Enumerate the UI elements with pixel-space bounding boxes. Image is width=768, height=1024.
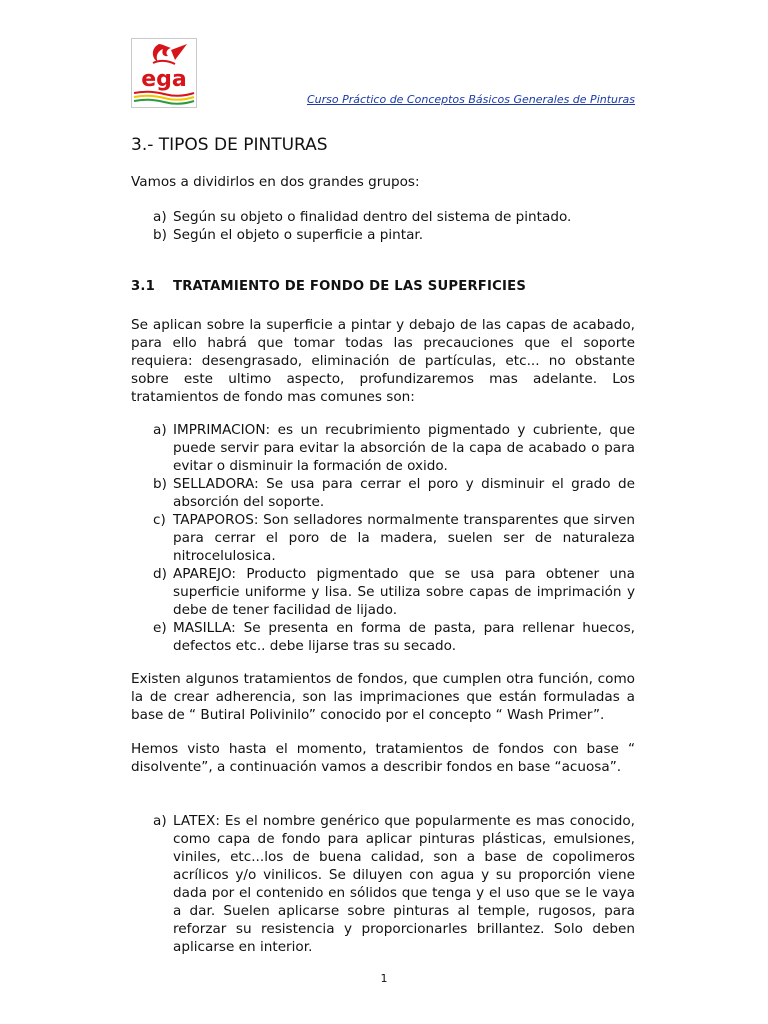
list-item: b) SELLADORA: Se usa para cerrar el poro y disminuir el grado de absorción del soporte. xyxy=(153,476,635,510)
list-item: c) TAPAPOROS: Son selladores normalmente transparentes que sirven para cerrar el poro de la madera, suelen ser de naturaleza nitrocelulosica. xyxy=(153,512,635,564)
intro-text: Vamos a dividirlos en dos grandes grupos: xyxy=(131,174,420,190)
subsection-title: TRATAMIENTO DE FONDO DE LAS SUPERFICIES xyxy=(173,279,527,294)
list-item: d) APAREJO: Producto pigmentado que se usa para obtener una superficie uniforme y lisa. Se utiliza sobre capas de imprimación y debe de tener facilidad de lijado. xyxy=(153,566,635,618)
list-item: e) MASILLA: Se presenta en forma de pasta, para rellenar huecos, defectos etc.. debe lijarse tras su secado. xyxy=(153,620,635,654)
treatments-list xyxy=(131,421,635,655)
list-item: b) Según el objeto o superficie a pintar. xyxy=(153,227,424,243)
page-number: 1 xyxy=(380,972,388,985)
list-item: a) IMPRIMACION: es un recubrimiento pigmentado y cubriente, que puede servir para evitar la absorción de la capa de acabado o para evitar o disminuir la formación de oxido. xyxy=(153,422,635,474)
water-based-list xyxy=(131,812,635,956)
svg-text:ega: ega xyxy=(141,67,187,92)
ega-logo xyxy=(131,38,197,108)
section-title: 3.- TIPOS DE PINTURAS xyxy=(131,135,328,155)
paragraph-adherence: Existen algunos tratamientos de fondos, que cumplen otra función, como la de crear adherencia, son las imprimaciones que están formuladas a base de “ Butiral Polivinilo” conocido por el concepto “ Wash Primer”. xyxy=(131,671,635,723)
paragraph-treatment-intro: Se aplican sobre la superficie a pintar y debajo de las capas de acabado, para ello habrá que tomar todas las precauciones que el soporte requiera: desengrasado, eliminación de partículas, etc... no obstante sobre este ultimo aspecto, profundizaremos mas adelante. Los tratamientos de fondo mas comunes son: xyxy=(131,317,635,405)
subsection-number: 3.1 xyxy=(131,279,155,294)
list-item: a) Según su objeto o finalidad dentro del sistema de pintado. xyxy=(153,209,572,225)
course-header-title: Curso Práctico de Conceptos Básicos Generales de Pinturas xyxy=(306,93,635,106)
subsection-heading xyxy=(131,279,635,294)
paragraph-water-based-intro: Hemos visto hasta el momento, tratamientos de fondos con base “ disolvente”, a continuación vamos a describir fondos en base “acuosa”. xyxy=(131,741,635,775)
groups-list xyxy=(131,208,635,244)
list-item: a) LATEX: Es el nombre genérico que popularmente es mas conocido, como capa de fondo para aplicar pinturas plásticas, emulsiones, viniles, etc...los de buena calidad, son a base de copolimeros acrílicos y/o vinilicos. Se diluyen con agua y su proporción viene dada por el contenido en sólidos que tenga y el uso que se le vaya a dar. Suelen aplicarse sobre pinturas al temple, rugosos, para reforzar su resistencia y proporcionarles brillantez. Solo deben aplicarse en interior. xyxy=(153,813,635,955)
